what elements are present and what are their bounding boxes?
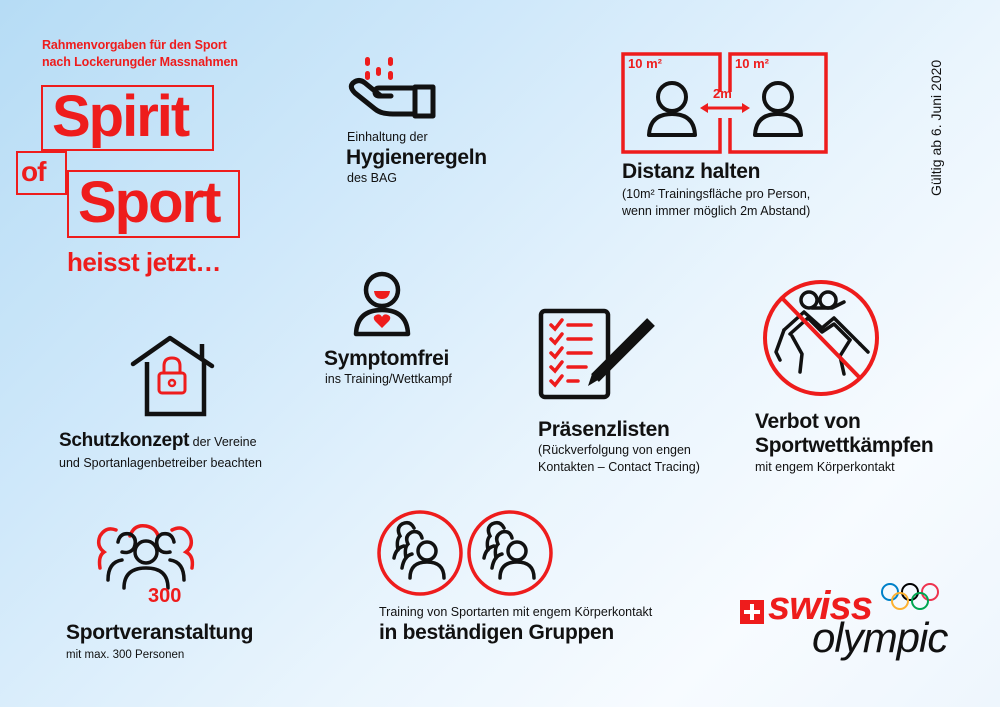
intro-line-1: Rahmenvorgaben für den Sport xyxy=(42,38,227,52)
area-left-label: 10 m² xyxy=(628,56,662,71)
hygiene-post: des BAG xyxy=(347,171,398,185)
protection-desc-2: und Sportanlagenbetreiber beachten xyxy=(59,456,262,470)
hand-washing-icon xyxy=(345,55,455,125)
protection-desc-inline: der Vereine xyxy=(189,435,257,449)
olympic-rings-icon xyxy=(880,582,944,612)
intro-line-2: nach Lockerungder Massnahmen xyxy=(42,55,238,69)
healthy-person-icon xyxy=(352,270,412,338)
event-count: 300 xyxy=(148,585,182,607)
protection-text xyxy=(59,430,257,452)
event-title: Sportveranstaltung xyxy=(66,621,254,644)
event-desc: mit max. 300 Personen xyxy=(66,649,185,661)
protection-title: Schutzkonzept xyxy=(59,430,190,451)
attendance-desc-1: (Rückverfolgung von engen xyxy=(538,443,691,457)
groups-desc: Training von Sportarten mit engem Körperkontakt xyxy=(379,605,653,619)
distance-title: Distanz halten xyxy=(622,160,761,183)
swiss-cross-icon xyxy=(740,600,764,624)
no-wrestling-icon xyxy=(760,278,884,400)
title-spirit: Spirit xyxy=(52,84,189,149)
distance-desc-1: (10m² Trainingsfläche pro Person, xyxy=(622,187,811,201)
logo-olympic: olympic xyxy=(812,614,948,661)
distance-desc-2: wenn immer möglich 2m Abstand) xyxy=(622,204,811,218)
intro-text xyxy=(42,37,238,71)
area-right-label: 10 m² xyxy=(735,56,769,71)
attendance-title: Präsenzlisten xyxy=(538,418,670,441)
ban-desc: mit engem Körperkontakt xyxy=(755,460,895,474)
title-sport: Sport xyxy=(78,170,220,235)
gap-label: 2m xyxy=(713,86,732,101)
title-of: of xyxy=(21,156,46,187)
hygiene-title: Hygieneregeln xyxy=(346,146,487,169)
ban-title-1: Verbot von xyxy=(755,410,861,433)
house-lock-icon xyxy=(130,340,220,420)
logo-swiss: swiss xyxy=(768,584,872,628)
crowd-icon xyxy=(88,522,208,592)
hygiene-pre: Einhaltung der xyxy=(347,130,428,144)
groups-title: in beständigen Gruppen xyxy=(379,621,614,644)
subtitle: heisst jetzt… xyxy=(67,247,221,277)
checklist-icon xyxy=(538,308,663,400)
fixed-groups-icon xyxy=(374,508,558,600)
ban-title-2: Sportwettkämpfen xyxy=(755,434,934,457)
symptom-desc: ins Training/Wettkampf xyxy=(325,372,452,386)
symptom-title: Symptomfrei xyxy=(324,347,450,370)
attendance-desc-2: Kontakten – Contact Tracing) xyxy=(538,460,700,474)
validity-date: Gültig ab 6. Juni 2020 xyxy=(928,59,944,196)
